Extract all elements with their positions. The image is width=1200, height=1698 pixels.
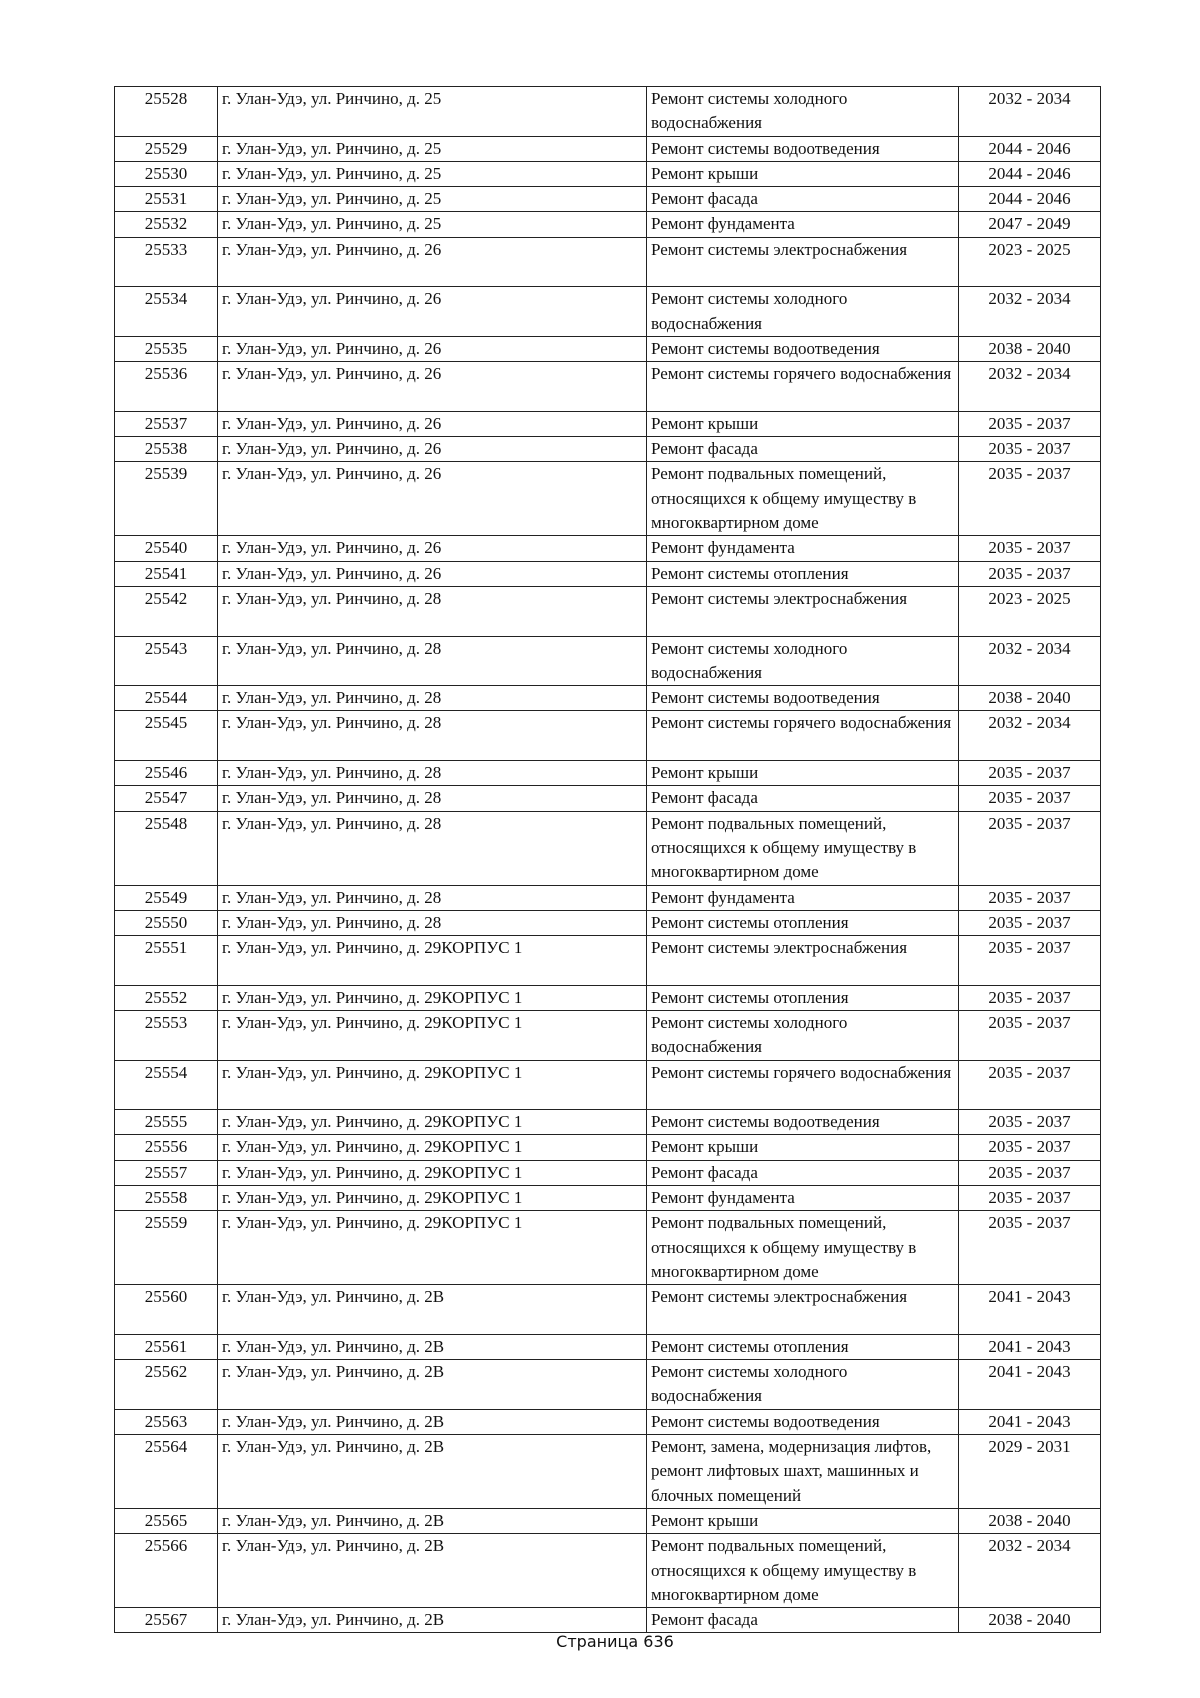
address-cell: г. Улан-Удэ, ул. Ринчино, д. 25 — [218, 212, 647, 237]
address-cell: г. Улан-Удэ, ул. Ринчино, д. 29КОРПУС 1 — [218, 1135, 647, 1160]
work-type-cell: Ремонт системы водоотведения — [647, 686, 959, 711]
work-type-cell: Ремонт, замена, модернизация лифтов, ремонт лифтовых шахт, машинных и блочных помещений — [647, 1435, 959, 1509]
row-number-cell: 25558 — [115, 1186, 218, 1211]
work-type-cell: Ремонт фасада — [647, 437, 959, 462]
work-type-cell: Ремонт системы горячего водоснабжения — [647, 362, 959, 412]
work-type-cell: Ремонт системы водоотведения — [647, 136, 959, 161]
table-body — [115, 87, 1101, 1633]
row-number-cell: 25538 — [115, 437, 218, 462]
table-row — [115, 711, 1101, 761]
row-number-cell: 25528 — [115, 87, 218, 137]
address-cell: г. Улан-Удэ, ул. Ринчино, д. 2В — [218, 1334, 647, 1359]
address-cell: г. Улан-Удэ, ул. Ринчино, д. 2В — [218, 1360, 647, 1410]
row-number-cell: 25565 — [115, 1508, 218, 1533]
row-number-cell: 25564 — [115, 1435, 218, 1509]
row-number-cell: 25560 — [115, 1285, 218, 1335]
work-type-cell: Ремонт системы горячего водоснабжения — [647, 1060, 959, 1110]
row-number-cell: 25545 — [115, 711, 218, 761]
work-type-cell: Ремонт системы водоотведения — [647, 1409, 959, 1434]
address-cell: г. Улан-Удэ, ул. Ринчино, д. 25 — [218, 187, 647, 212]
row-number-cell: 25530 — [115, 161, 218, 186]
table-row — [115, 212, 1101, 237]
period-cell: 2035 - 2037 — [959, 811, 1101, 885]
row-number-cell: 25552 — [115, 985, 218, 1010]
work-type-cell: Ремонт системы электроснабжения — [647, 237, 959, 287]
period-cell: 2032 - 2034 — [959, 711, 1101, 761]
period-cell: 2035 - 2037 — [959, 1211, 1101, 1285]
address-cell: г. Улан-Удэ, ул. Ринчино, д. 26 — [218, 362, 647, 412]
row-number-cell: 25534 — [115, 287, 218, 337]
period-cell: 2035 - 2037 — [959, 1160, 1101, 1185]
row-number-cell: 25567 — [115, 1608, 218, 1633]
table-row — [115, 1010, 1101, 1060]
row-number-cell: 25559 — [115, 1211, 218, 1285]
row-number-cell: 25535 — [115, 336, 218, 361]
period-cell: 2035 - 2037 — [959, 910, 1101, 935]
period-cell: 2035 - 2037 — [959, 1010, 1101, 1060]
work-type-cell: Ремонт подвальных помещений, относящихся к общему имуществу в многоквартирном доме — [647, 811, 959, 885]
row-number-cell: 25539 — [115, 462, 218, 536]
table-row — [115, 1060, 1101, 1110]
address-cell: г. Улан-Удэ, ул. Ринчино, д. 2В — [218, 1608, 647, 1633]
address-cell: г. Улан-Удэ, ул. Ринчино, д. 29КОРПУС 1 — [218, 1211, 647, 1285]
work-type-cell: Ремонт системы водоотведения — [647, 336, 959, 361]
address-cell: г. Улан-Удэ, ул. Ринчино, д. 25 — [218, 161, 647, 186]
period-cell: 2038 - 2040 — [959, 686, 1101, 711]
period-cell: 2035 - 2037 — [959, 936, 1101, 986]
period-cell: 2041 - 2043 — [959, 1334, 1101, 1359]
work-type-cell: Ремонт системы холодного водоснабжения — [647, 1010, 959, 1060]
work-type-cell: Ремонт системы отопления — [647, 985, 959, 1010]
address-cell: г. Улан-Удэ, ул. Ринчино, д. 26 — [218, 437, 647, 462]
row-number-cell: 25540 — [115, 536, 218, 561]
row-number-cell: 25537 — [115, 411, 218, 436]
row-number-cell: 25550 — [115, 910, 218, 935]
address-cell: г. Улан-Удэ, ул. Ринчино, д. 29КОРПУС 1 — [218, 1160, 647, 1185]
work-type-cell: Ремонт подвальных помещений, относящихся к общему имуществу в многоквартирном доме — [647, 1534, 959, 1608]
table-row — [115, 885, 1101, 910]
work-type-cell: Ремонт фундамента — [647, 885, 959, 910]
row-number-cell: 25554 — [115, 1060, 218, 1110]
table-row — [115, 1160, 1101, 1185]
address-cell: г. Улан-Удэ, ул. Ринчино, д. 29КОРПУС 1 — [218, 936, 647, 986]
period-cell: 2035 - 2037 — [959, 536, 1101, 561]
period-cell: 2035 - 2037 — [959, 1110, 1101, 1135]
address-cell: г. Улан-Удэ, ул. Ринчино, д. 28 — [218, 885, 647, 910]
period-cell: 2041 - 2043 — [959, 1409, 1101, 1434]
period-cell: 2038 - 2040 — [959, 1608, 1101, 1633]
row-number-cell: 25546 — [115, 761, 218, 786]
row-number-cell: 25561 — [115, 1334, 218, 1359]
address-cell: г. Улан-Удэ, ул. Ринчино, д. 2В — [218, 1435, 647, 1509]
address-cell: г. Улан-Удэ, ул. Ринчино, д. 2В — [218, 1508, 647, 1533]
address-cell: г. Улан-Удэ, ул. Ринчино, д. 29КОРПУС 1 — [218, 1186, 647, 1211]
page-number: Страница 636 — [556, 1632, 674, 1651]
row-number-cell: 25529 — [115, 136, 218, 161]
work-type-cell: Ремонт крыши — [647, 1135, 959, 1160]
work-type-cell: Ремонт системы горячего водоснабжения — [647, 711, 959, 761]
period-cell: 2032 - 2034 — [959, 87, 1101, 137]
work-type-cell: Ремонт фасада — [647, 187, 959, 212]
work-type-cell: Ремонт системы отопления — [647, 1334, 959, 1359]
table-row — [115, 1608, 1101, 1633]
table-row — [115, 1435, 1101, 1509]
period-cell: 2041 - 2043 — [959, 1360, 1101, 1410]
period-cell: 2032 - 2034 — [959, 362, 1101, 412]
period-cell: 2035 - 2037 — [959, 437, 1101, 462]
table-row — [115, 985, 1101, 1010]
work-type-cell: Ремонт фасада — [647, 1160, 959, 1185]
period-cell: 2035 - 2037 — [959, 1186, 1101, 1211]
table-row — [115, 1409, 1101, 1434]
table-row — [115, 936, 1101, 986]
address-cell: г. Улан-Удэ, ул. Ринчино, д. 29КОРПУС 1 — [218, 1010, 647, 1060]
address-cell: г. Улан-Удэ, ул. Ринчино, д. 26 — [218, 237, 647, 287]
period-cell: 2032 - 2034 — [959, 636, 1101, 686]
work-type-cell: Ремонт системы отопления — [647, 910, 959, 935]
address-cell: г. Улан-Удэ, ул. Ринчино, д. 26 — [218, 561, 647, 586]
table-row — [115, 136, 1101, 161]
work-type-cell: Ремонт системы холодного водоснабжения — [647, 287, 959, 337]
work-type-cell: Ремонт фундамента — [647, 1186, 959, 1211]
row-number-cell: 25548 — [115, 811, 218, 885]
table-row — [115, 187, 1101, 212]
work-type-cell: Ремонт крыши — [647, 761, 959, 786]
table-row — [115, 786, 1101, 811]
table-row — [115, 536, 1101, 561]
repair-schedule-table — [114, 86, 1101, 1633]
period-cell: 2038 - 2040 — [959, 1508, 1101, 1533]
period-cell: 2035 - 2037 — [959, 561, 1101, 586]
table-row — [115, 811, 1101, 885]
address-cell: г. Улан-Удэ, ул. Ринчино, д. 28 — [218, 811, 647, 885]
address-cell: г. Улан-Удэ, ул. Ринчино, д. 26 — [218, 287, 647, 337]
row-number-cell: 25544 — [115, 686, 218, 711]
work-type-cell: Ремонт системы электроснабжения — [647, 586, 959, 636]
table-row — [115, 287, 1101, 337]
table-row — [115, 1334, 1101, 1359]
work-type-cell: Ремонт системы водоотведения — [647, 1110, 959, 1135]
table-row — [115, 1110, 1101, 1135]
address-cell: г. Улан-Удэ, ул. Ринчино, д. 26 — [218, 536, 647, 561]
row-number-cell: 25556 — [115, 1135, 218, 1160]
work-type-cell: Ремонт системы электроснабжения — [647, 1285, 959, 1335]
address-cell: г. Улан-Удэ, ул. Ринчино, д. 25 — [218, 136, 647, 161]
row-number-cell: 25542 — [115, 586, 218, 636]
work-type-cell: Ремонт подвальных помещений, относящихся к общему имуществу в многоквартирном доме — [647, 462, 959, 536]
table-row — [115, 1285, 1101, 1335]
table-row — [115, 1211, 1101, 1285]
period-cell: 2035 - 2037 — [959, 786, 1101, 811]
table-row — [115, 636, 1101, 686]
period-cell: 2035 - 2037 — [959, 1135, 1101, 1160]
work-type-cell: Ремонт системы холодного водоснабжения — [647, 87, 959, 137]
table-row — [115, 462, 1101, 536]
period-cell: 2035 - 2037 — [959, 885, 1101, 910]
period-cell: 2029 - 2031 — [959, 1435, 1101, 1509]
row-number-cell: 25555 — [115, 1110, 218, 1135]
period-cell: 2038 - 2040 — [959, 336, 1101, 361]
period-cell: 2044 - 2046 — [959, 136, 1101, 161]
work-type-cell: Ремонт крыши — [647, 411, 959, 436]
table-row — [115, 237, 1101, 287]
row-number-cell: 25531 — [115, 187, 218, 212]
period-cell: 2041 - 2043 — [959, 1285, 1101, 1335]
address-cell: г. Улан-Удэ, ул. Ринчино, д. 28 — [218, 786, 647, 811]
table-row — [115, 411, 1101, 436]
row-number-cell: 25549 — [115, 885, 218, 910]
period-cell: 2035 - 2037 — [959, 411, 1101, 436]
row-number-cell: 25563 — [115, 1409, 218, 1434]
table-row — [115, 161, 1101, 186]
table-row — [115, 1135, 1101, 1160]
address-cell: г. Улан-Удэ, ул. Ринчино, д. 26 — [218, 336, 647, 361]
address-cell: г. Улан-Удэ, ул. Ринчино, д. 28 — [218, 711, 647, 761]
row-number-cell: 25553 — [115, 1010, 218, 1060]
row-number-cell: 25536 — [115, 362, 218, 412]
address-cell: г. Улан-Удэ, ул. Ринчино, д. 28 — [218, 761, 647, 786]
period-cell: 2023 - 2025 — [959, 586, 1101, 636]
period-cell: 2035 - 2037 — [959, 462, 1101, 536]
address-cell: г. Улан-Удэ, ул. Ринчино, д. 2В — [218, 1534, 647, 1608]
work-type-cell: Ремонт крыши — [647, 161, 959, 186]
table-row — [115, 1534, 1101, 1608]
row-number-cell: 25533 — [115, 237, 218, 287]
table-row — [115, 586, 1101, 636]
address-cell: г. Улан-Удэ, ул. Ринчино, д. 29КОРПУС 1 — [218, 1060, 647, 1110]
address-cell: г. Улан-Удэ, ул. Ринчино, д. 28 — [218, 910, 647, 935]
address-cell: г. Улан-Удэ, ул. Ринчино, д. 29КОРПУС 1 — [218, 985, 647, 1010]
work-type-cell: Ремонт фундамента — [647, 212, 959, 237]
row-number-cell: 25543 — [115, 636, 218, 686]
work-type-cell: Ремонт системы отопления — [647, 561, 959, 586]
work-type-cell: Ремонт системы электроснабжения — [647, 936, 959, 986]
table-row — [115, 1360, 1101, 1410]
period-cell: 2032 - 2034 — [959, 287, 1101, 337]
address-cell: г. Улан-Удэ, ул. Ринчино, д. 28 — [218, 586, 647, 636]
row-number-cell: 25566 — [115, 1534, 218, 1608]
table-row — [115, 437, 1101, 462]
address-cell: г. Улан-Удэ, ул. Ринчино, д. 2В — [218, 1409, 647, 1434]
table-row — [115, 1508, 1101, 1533]
address-cell: г. Улан-Удэ, ул. Ринчино, д. 26 — [218, 411, 647, 436]
work-type-cell: Ремонт подвальных помещений, относящихся к общему имуществу в многоквартирном доме — [647, 1211, 959, 1285]
work-type-cell: Ремонт фасада — [647, 1608, 959, 1633]
period-cell: 2044 - 2046 — [959, 161, 1101, 186]
period-cell: 2035 - 2037 — [959, 1060, 1101, 1110]
row-number-cell: 25562 — [115, 1360, 218, 1410]
period-cell: 2032 - 2034 — [959, 1534, 1101, 1608]
work-type-cell: Ремонт системы холодного водоснабжения — [647, 636, 959, 686]
table-row — [115, 686, 1101, 711]
address-cell: г. Улан-Удэ, ул. Ринчино, д. 28 — [218, 636, 647, 686]
work-type-cell: Ремонт системы холодного водоснабжения — [647, 1360, 959, 1410]
row-number-cell: 25557 — [115, 1160, 218, 1185]
row-number-cell: 25532 — [115, 212, 218, 237]
row-number-cell: 25551 — [115, 936, 218, 986]
table-row — [115, 87, 1101, 137]
address-cell: г. Улан-Удэ, ул. Ринчино, д. 2В — [218, 1285, 647, 1335]
period-cell: 2035 - 2037 — [959, 985, 1101, 1010]
period-cell: 2047 - 2049 — [959, 212, 1101, 237]
row-number-cell: 25547 — [115, 786, 218, 811]
address-cell: г. Улан-Удэ, ул. Ринчино, д. 25 — [218, 87, 647, 137]
row-number-cell: 25541 — [115, 561, 218, 586]
work-type-cell: Ремонт фундамента — [647, 536, 959, 561]
table-row — [115, 561, 1101, 586]
address-cell: г. Улан-Удэ, ул. Ринчино, д. 26 — [218, 462, 647, 536]
address-cell: г. Улан-Удэ, ул. Ринчино, д. 29КОРПУС 1 — [218, 1110, 647, 1135]
work-type-cell: Ремонт крыши — [647, 1508, 959, 1533]
period-cell: 2035 - 2037 — [959, 761, 1101, 786]
table-row — [115, 336, 1101, 361]
address-cell: г. Улан-Удэ, ул. Ринчино, д. 28 — [218, 686, 647, 711]
work-type-cell: Ремонт фасада — [647, 786, 959, 811]
table-row — [115, 761, 1101, 786]
table-row — [115, 362, 1101, 412]
period-cell: 2023 - 2025 — [959, 237, 1101, 287]
table-row — [115, 910, 1101, 935]
table-row — [115, 1186, 1101, 1211]
period-cell: 2044 - 2046 — [959, 187, 1101, 212]
